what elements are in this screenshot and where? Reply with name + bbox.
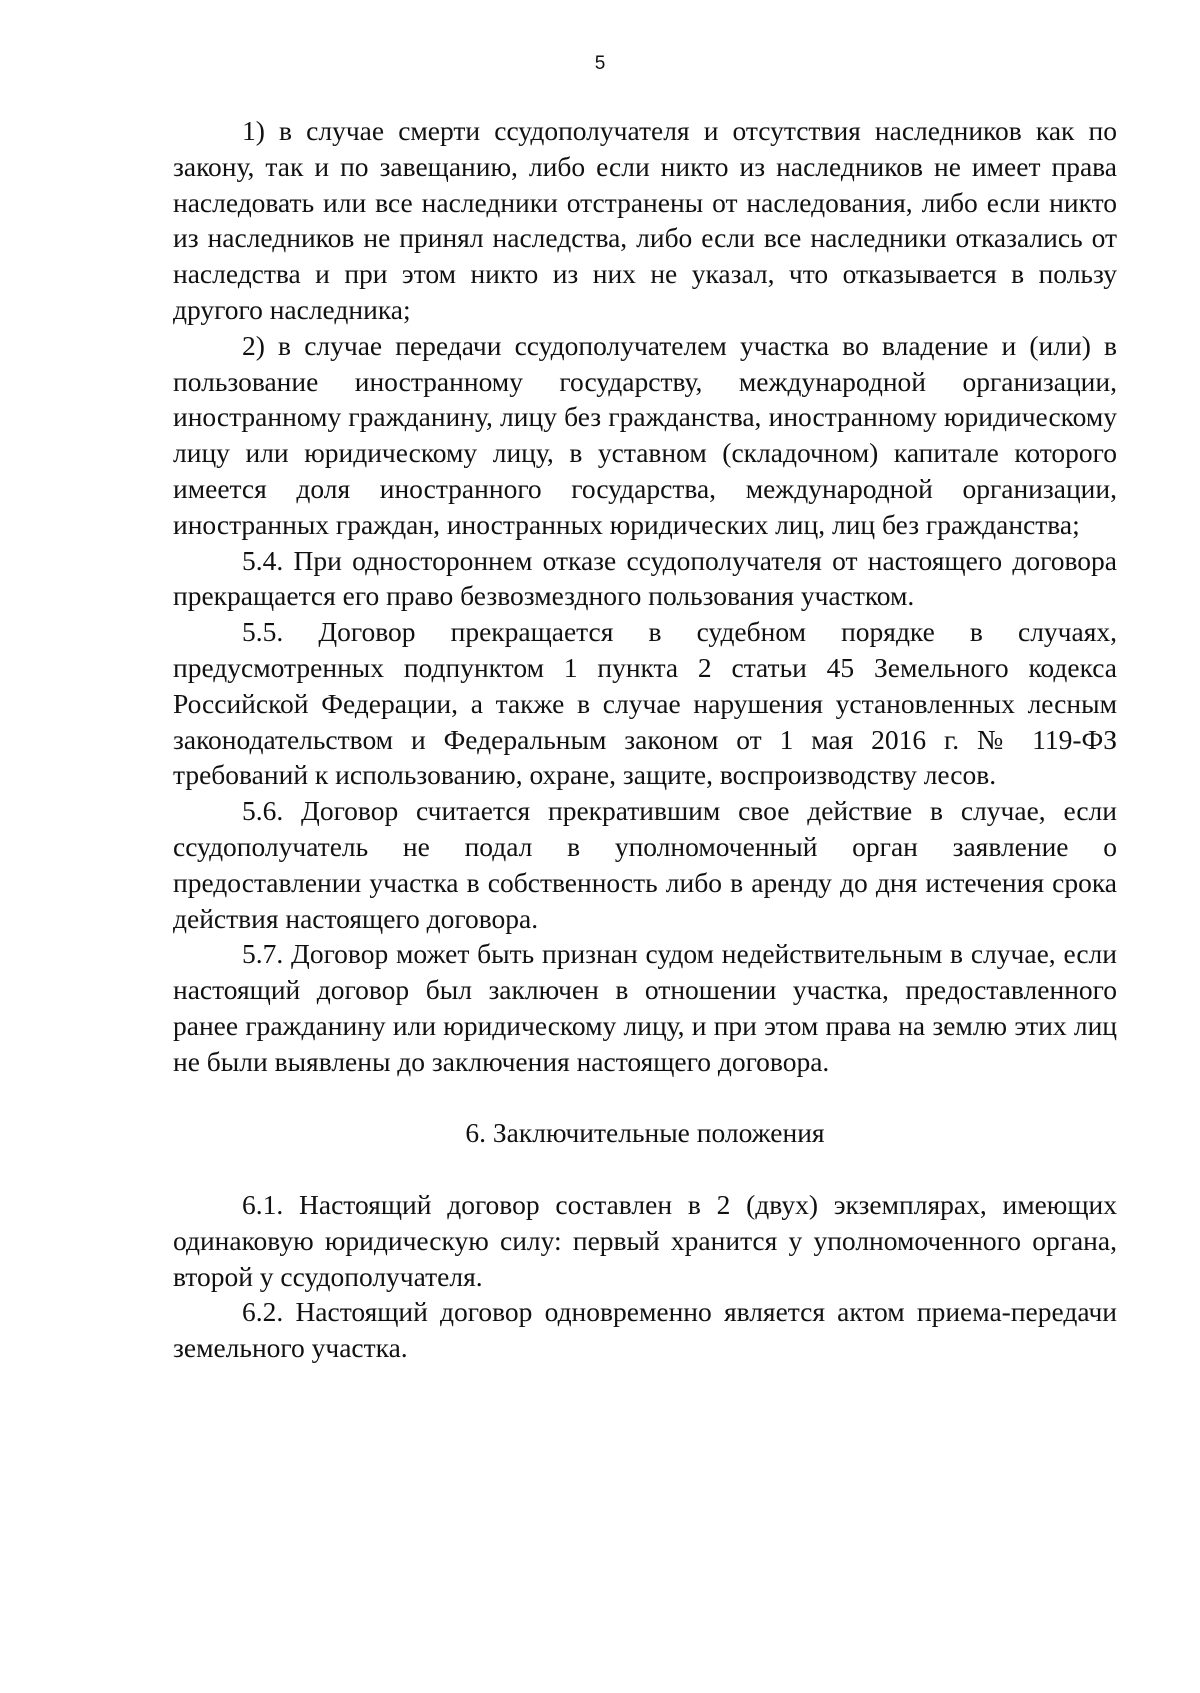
clause-6-2: 6.2. Настоящий договор одновременно является актом приема-передачи земельного участка. — [173, 1296, 1117, 1364]
clause-5-3-item-1: 1) в случае смерти ссудополучателя и отсутствия наследников как по закону, так и по завещанию, либо если никто из наследников не имеет права наследовать или все наследники отстранены от наследования, либо если никто из наследников не принял наследства, либо если все наследники отказались от наследства и при этом никто из них не указал, что отказывается в пользу другого наследника; — [173, 115, 1117, 325]
clause-5-4: 5.4. При одностороннем отказе ссудополучателя от настоящего договора прекращается его право безвозмездного пользования участком. — [173, 544, 1117, 612]
document-body — [173, 113, 1117, 1366]
section-heading: 6. Заключительные положения — [465, 1117, 825, 1149]
clause-5-7: 5.7. Договор может быть признан судом недействительным в случае, если настоящий договор был заключен в отношении участка, предоставленного ранее гражданину или юридическому лицу, и при этом права на землю этих лиц не были выявлены до заключения настоящего договора. — [173, 938, 1117, 1077]
clause-6-1: 6.1. Настоящий договор составлен в 2 (двух) экземплярах, имеющих одинаковую юридическую силу: первый хранится у уполномоченного органа, второй у ссудополучателя. — [173, 1188, 1117, 1292]
clause-5-6: 5.6. Договор считается прекратившим свое действие в случае, если ссудополучатель не подал в уполномоченный орган заявление о предоставлении участка в собственность либо в аренду до дня истечения срока действия настоящего договора. — [173, 795, 1117, 934]
page-number: 5 — [594, 53, 606, 74]
clause-5-3-item-2: 2) в случае передачи ссудополучателем участка во владение и (или) в пользование иностранному государству, международной организации, иностранному гражданину, лицу без гражданства, иностранному юридическому лицу или юридическому лицу, в уставном (складочном) капитале которого имеется доля иностранного государства, международной организации, иностранных граждан, иностранных юридических лиц, лиц без гражданства; — [173, 329, 1117, 540]
clause-5-5: 5.5. Договор прекращается в судебном порядке в случаях, предусмотренных подпунктом 1 пункта 2 статьи 45 Земельного кодекса Российской Федерации, а также в случае нарушения установленных лесным законодательством и Федеральным законом от 1 мая 2016 г. № 119-ФЗ требований к использованию, охране, защите, воспроизводству лесов. — [173, 616, 1117, 791]
